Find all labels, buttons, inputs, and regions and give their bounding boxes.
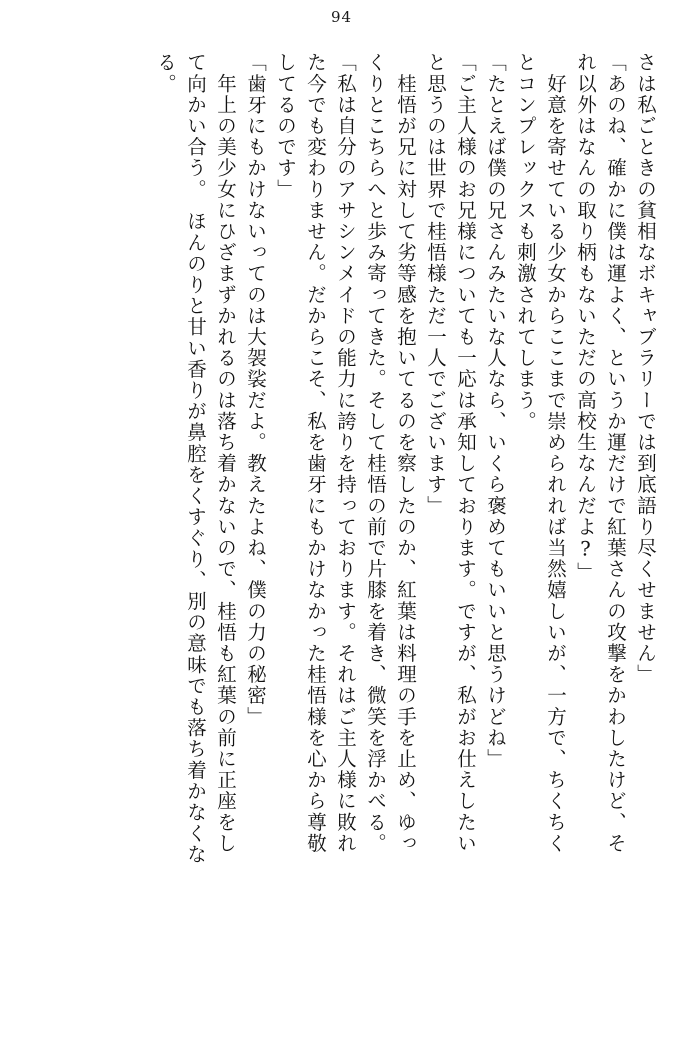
text-line: 「たとえば僕の兄さんみたいな人なら、いくら褒めてもいいと思うけどね」 (484, 52, 507, 770)
text-line: と思うのは世界で桂悟様ただ一人でございます」 (424, 52, 447, 517)
text-line: 「ご主人様のお兄様についても一応は承知しております。ですが、私がお仕えしたい (454, 52, 477, 854)
page-number: 94 (330, 8, 353, 26)
text-line: 桂悟が兄に対して劣等感を抱いてるのを察したのか、紅葉は料理の手を止め、ゆっ (394, 52, 417, 854)
text-line: くりとこちらへと歩み寄ってきた。そして桂悟の前で片膝を着き、微笑を浮かべる。 (364, 52, 387, 854)
text-line: 「歯牙にもかけないってのは大袈裟だよ。教えたよね、僕の力の秘密」 (244, 52, 267, 728)
text-line: さは私ごときの貧相なボキャブラリーでは到底語り尽くせません」 (634, 52, 657, 685)
text-line: た今でも変わりません。だからこそ、私を歯牙にもかけなかった桂悟様を心から尊敬 (304, 52, 327, 854)
vertical-text-body (28, 52, 655, 1027)
text-line: 「あのね、確かに僕は運よく、というか運だけで紅葉さんの攻撃をかわしたけど、そ (604, 52, 627, 854)
text-line: れ以外はなんの取り柄もないただの高校生なんだよ?」 (574, 52, 597, 583)
text-line: 年上の美少女にひざまずかれるのは落ち着かないので、桂悟も紅葉の前に正座をし (214, 52, 237, 854)
text-line: 好意を寄せている少女からここまで崇められれば当然嬉しいが、一方で、ちくちく (544, 52, 567, 854)
text-line: て向かい合う。 ほんのりと甘い香りが鼻腔をくすぐり、別の意味でも落ち着かなくな (184, 52, 207, 866)
text-line: してるのです」 (274, 52, 297, 200)
text-line: 「私は自分のアサシンメイドの能力に誇りを持っております。それはご主人様に敗れ (334, 52, 357, 854)
text-line: る。 (154, 52, 177, 95)
text-line: とコンプレックスも刺激されてしまう。 (514, 52, 537, 432)
